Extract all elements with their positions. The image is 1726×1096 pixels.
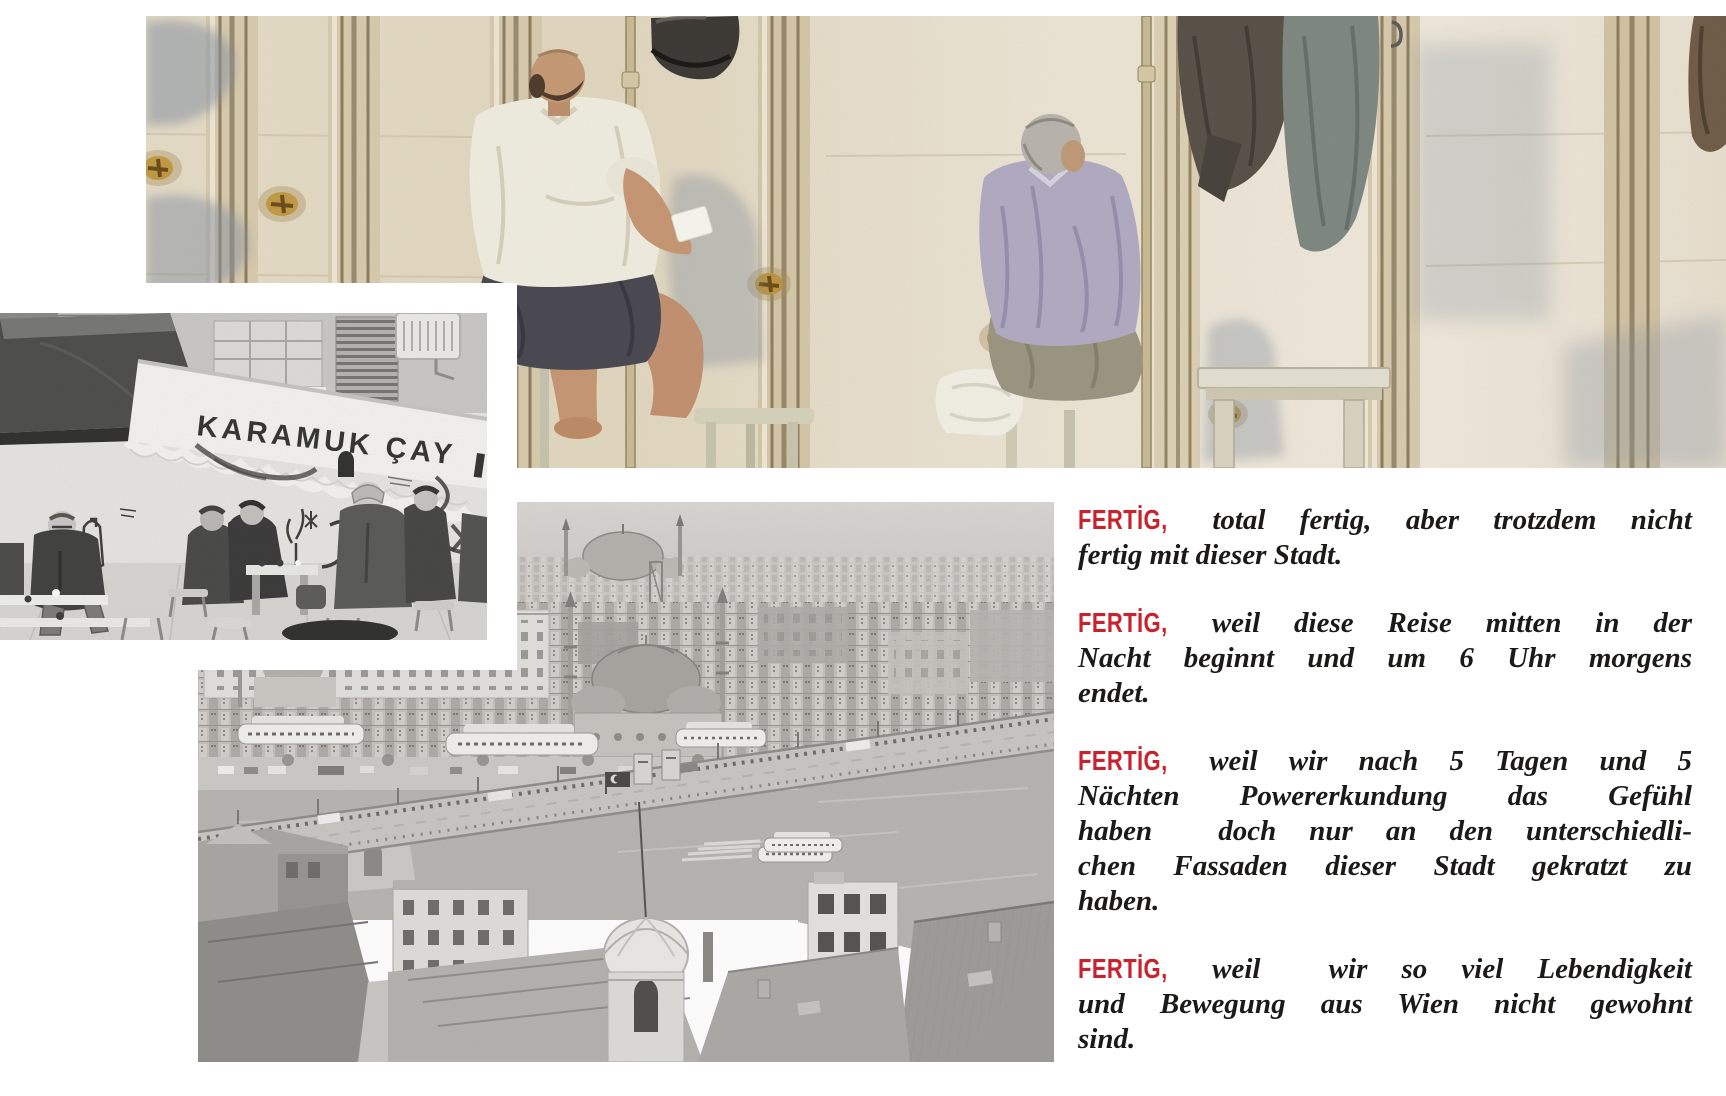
body-line: und Bewegung aus Wien nicht gewohnt	[1078, 988, 1692, 1020]
body-line: weil diese Reise mitten in der	[1211, 607, 1693, 639]
paragraph	[1078, 503, 1692, 573]
paragraph	[1078, 952, 1692, 1057]
body-line: haben.	[1078, 885, 1160, 917]
photo-grain	[0, 313, 487, 640]
paragraph	[1078, 606, 1692, 711]
body-line: Nacht beginnt und um 6 Uhr morgens	[1078, 642, 1692, 674]
body-line: sind.	[1078, 1023, 1136, 1055]
lead-word: FERTİG,	[1078, 953, 1168, 984]
lead-word: FERTİG,	[1078, 504, 1168, 535]
body-line: chen Fassaden dieser Stadt gekratzt zu	[1078, 850, 1692, 882]
body-line: fertig mit dieser Stadt.	[1078, 539, 1343, 571]
body-line: weil wir so viel Lebendigkeit	[1212, 953, 1692, 985]
body-line: haben doch nur an den unterschiedli-	[1078, 815, 1692, 847]
lead-word: FERTİG,	[1078, 607, 1168, 638]
body-line: endet.	[1078, 677, 1150, 709]
lead-word: FERTİG,	[1078, 745, 1168, 776]
body-line: total fertig, aber trotzdem nicht	[1212, 504, 1692, 536]
body-line: weil wir nach 5 Tagen und 5	[1209, 745, 1693, 777]
paragraph	[1078, 744, 1692, 919]
teahouse-photo	[0, 313, 487, 640]
article-text-column	[1078, 503, 1692, 1057]
body-line: Nächten Powererkundung das Gefühl	[1078, 780, 1692, 812]
